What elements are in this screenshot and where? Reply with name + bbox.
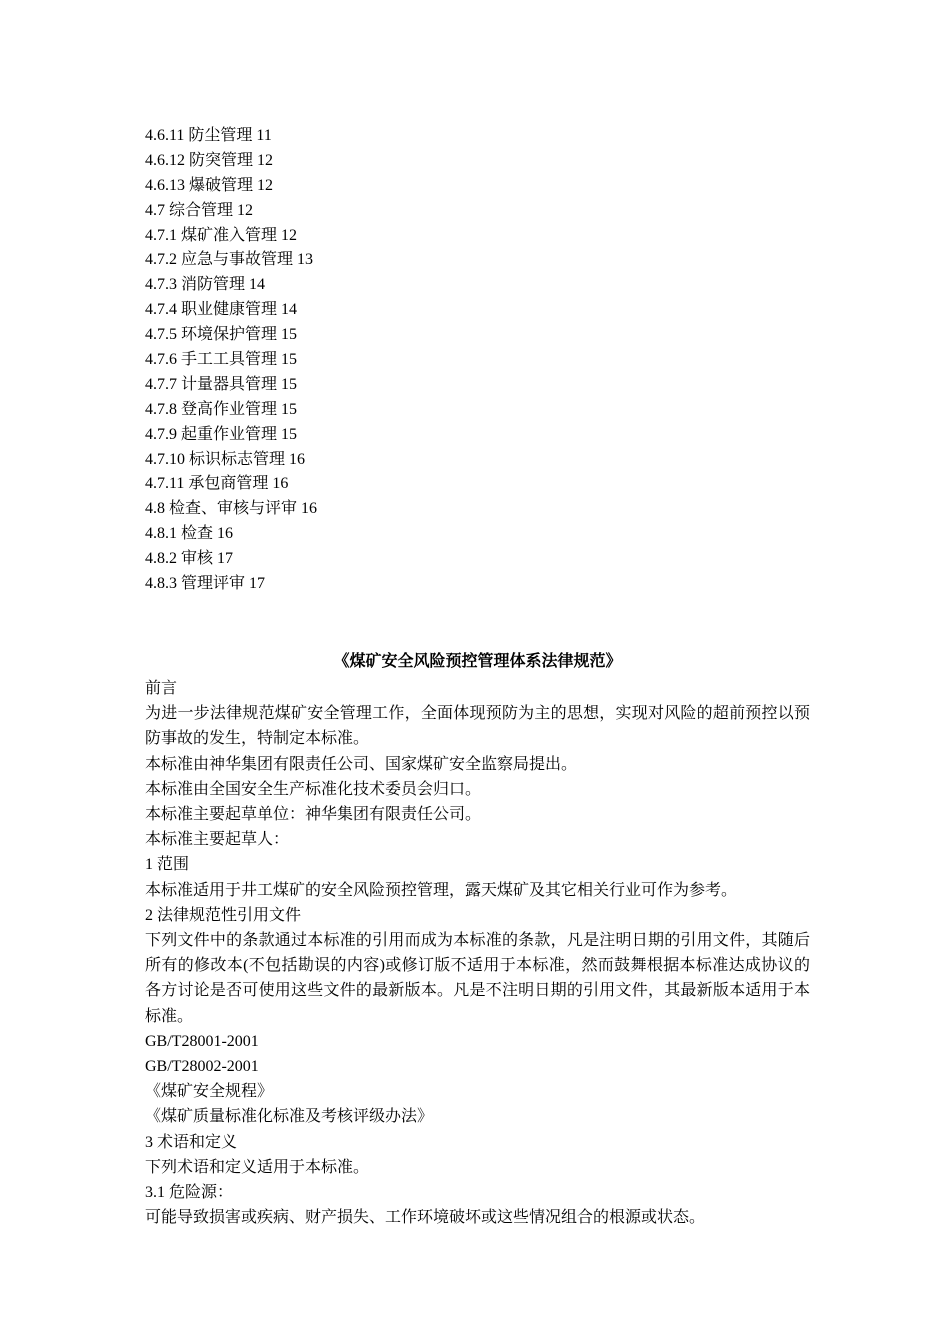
term-heading: 3.1 危险源： (145, 1183, 234, 1201)
reference-item: GB/T28002-2001 (145, 1057, 259, 1075)
section-heading-terms: 3 术语和定义 (145, 1133, 238, 1151)
paragraph: 本标准由神华集团有限责任公司、国家煤矿安全监察局提出。 (145, 755, 578, 773)
toc-item: 4.7.1 煤矿准入管理 12 (145, 226, 298, 244)
toc-item: 4.7.3 消防管理 14 (145, 276, 266, 294)
section-heading-scope: 1 范围 (145, 856, 190, 874)
paragraph: 本标准适用于井工煤矿的安全风险预控管理，露天煤矿及其它相关行业可作为参考。 (145, 881, 738, 899)
toc-item: 4.8.3 管理评审 17 (145, 575, 266, 593)
toc-item: 4.7.8 登高作业管理 15 (145, 400, 298, 418)
section-spacer (145, 597, 810, 650)
paragraph: 本标准主要起草人： (145, 831, 290, 849)
document-title: 《煤矿安全风险预控管理体系法律规范》 (333, 652, 622, 670)
paragraph: 下列术语和定义适用于本标准。 (145, 1158, 370, 1176)
toc-item: 4.7.11 承包商管理 16 (145, 475, 289, 493)
toc-item: 4.7.5 环境保护管理 15 (145, 326, 298, 344)
paragraph: 下列文件中的条款通过本标准的引用而成为本标准的条款，凡是注明日期的引用文件，其随后所有的修改本(不包括勘误的内容)或修订版不适用于本标准，然而鼓舞根据本标准达成协议的各方讨论是否可使用这些文件的最新版本。凡是不注明日期的引用文件，其最新版本适用于本标准。 (145, 931, 810, 1025)
toc-item: 4.7.2 应急与事故管理 13 (145, 251, 314, 269)
toc-item: 4.7.9 起重作业管理 15 (145, 425, 298, 443)
toc-item: 4.8.1 检查 16 (145, 525, 234, 543)
toc-item: 4.6.11 防尘管理 11 (145, 127, 272, 144)
paragraph-foreword-heading: 前言 (145, 679, 178, 697)
paragraph: 为进一步法律规范煤矿安全管理工作，全面体现预防为主的思想，实现对风险的超前预控以预防事故的发生，特制定本标准。 (145, 705, 810, 748)
reference-item: GB/T28001-2001 (145, 1032, 259, 1050)
toc-item: 4.7.4 职业健康管理 14 (145, 301, 298, 319)
section-heading-references: 2 法律规范性引用文件 (145, 906, 302, 924)
paragraph: 本标准由全国安全生产标准化技术委员会归口。 (145, 780, 482, 798)
toc-item: 4.8 检查、审核与评审 16 (145, 500, 318, 518)
toc-item: 4.7 综合管理 12 (145, 201, 254, 219)
toc-item: 4.6.12 防突管理 12 (145, 151, 274, 169)
toc-item: 4.7.7 计量器具管理 15 (145, 375, 298, 393)
document-body (145, 676, 810, 1230)
table-of-contents (145, 124, 810, 597)
reference-item: 《煤矿质量标准化标准及考核评级办法》 (145, 1108, 434, 1126)
reference-item: 《煤矿安全规程》 (145, 1083, 274, 1101)
document-page (145, 124, 810, 1230)
toc-item: 4.8.2 审核 17 (145, 550, 234, 568)
paragraph: 本标准主要起草单位：神华集团有限责任公司。 (145, 805, 482, 823)
toc-item: 4.7.10 标识标志管理 16 (145, 450, 306, 468)
toc-item: 4.6.13 爆破管理 12 (145, 176, 274, 194)
toc-item: 4.7.6 手工工具管理 15 (145, 351, 298, 369)
paragraph: 可能导致损害或疾病、财产损失、工作环境破坏或这些情况组合的根源或状态。 (145, 1209, 706, 1227)
